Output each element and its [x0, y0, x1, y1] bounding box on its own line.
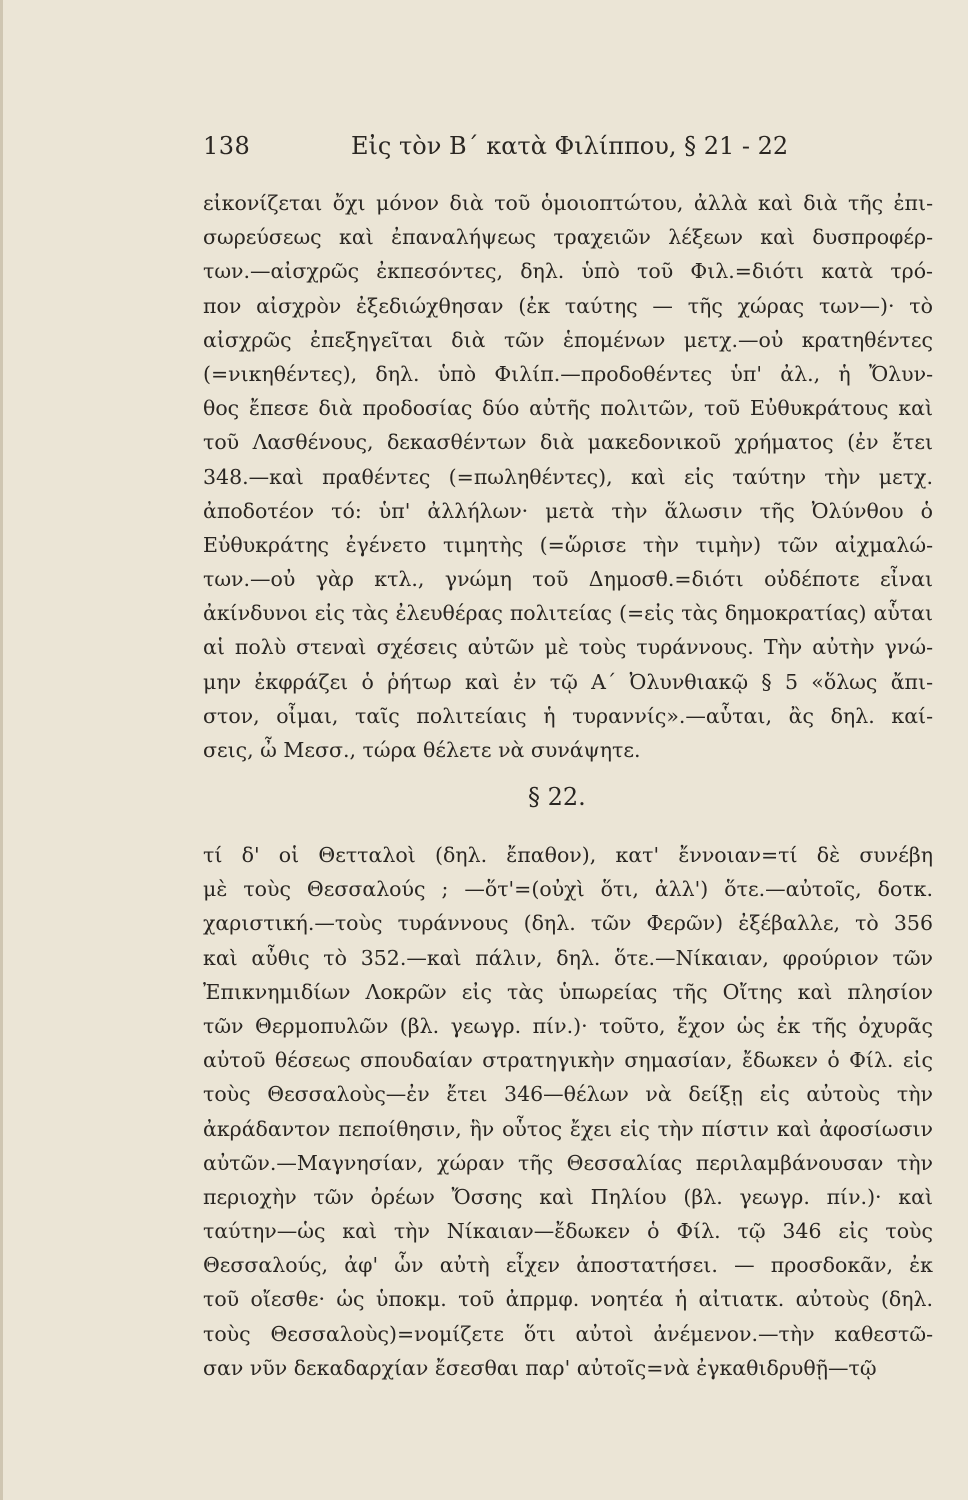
text-line: χαριστική.—τοὺς τυράννους (δηλ. τῶν Φερῶν) ἐξέβαλλε, τὸ 356	[203, 911, 933, 936]
text-line: Θεσσαλούς, ἀφ' ὧν αὐτὴ εἶχεν ἀποστατήσει. — προσδοκᾶν, ἐκ	[203, 1253, 933, 1278]
text-line: αὐτῶν.—Μαγνησίαν, χώραν τῆς Θεσσαλίας περιλαμβάνουσαν τὴν	[203, 1150, 933, 1175]
text-line: Ἐπικνημιδίων Λοκρῶν εἰς τὰς ὑπωρείας τῆς Οἴτης καὶ πλησίον	[203, 979, 933, 1004]
text-line: των.—αἰσχρῶς ἐκπεσόντες, δηλ. ὑπὸ τοῦ Φιλ.=διότι κατὰ τρό-	[203, 259, 933, 284]
text-line: (=νικηθέντες), δηλ. ὑπὸ Φιλίπ.—προδοθέντες ὑπ' ἀλ., ἡ Ὄλυν-	[203, 361, 933, 386]
text-line: περιοχὴν τῶν ὀρέων Ὄσσης καὶ Πηλίου (βλ. γεωγρ. πίν.)· καὶ	[203, 1184, 933, 1209]
text-line: τῶν Θερμοπυλῶν (βλ. γεωγρ. πίν.)· τοῦτο, ἔχον ὡς ἐκ τῆς ὀχυρᾶς	[203, 1013, 933, 1038]
text-line: 348.—καὶ πραθέντες (=πωληθέντες), καὶ εἰς ταύτην τὴν μετχ.	[203, 464, 933, 489]
text-line: τοὺς Θεσσαλοὺς)=νομίζετε ὅτι αὐτοὶ ἀνέμενον.—τὴν καθεστῶ-	[203, 1321, 933, 1346]
section-heading: § 22.	[528, 783, 586, 811]
text-line: σωρεύσεως καὶ ἐπαναλήψεως τραχειῶν λέξεων καὶ δυσπροφέρ-	[203, 225, 933, 250]
text-line: αἱ πολὺ στεναὶ σχέσεις αὐτῶν μὲ τοὺς τυράννους. Τὴν αὐτὴν γνώ-	[203, 635, 933, 660]
commentary-paragraph-22	[203, 838, 933, 1385]
text-line: τοὺς Θεσσαλοὺς—ἐν ἔτει 346—θέλων νὰ δείξῃ εἰς αὐτοὺς τὴν	[203, 1082, 933, 1107]
text-line: σεις, ὦ Μεσσ., τώρα θέλετε νὰ συνάψητε.	[203, 738, 641, 762]
page-header	[203, 132, 789, 168]
text-line: ταύτην—ὡς καὶ τὴν Νίκαιαν—ἔδωκεν ὁ Φίλ. τῷ 346 εἰς τοὺς	[203, 1219, 933, 1244]
text-line: τοῦ Λασθένους, δεκασθέντων διὰ μακεδονικοῦ χρήματος (ἐν ἔτει	[203, 430, 933, 455]
text-line: των.—οὐ γὰρ κτλ., γνώμη τοῦ Δημοσθ.=διότι οὐδέποτε εἶναι	[203, 567, 933, 592]
text-line: τί δ' οἱ Θετταλοὶ (δηλ. ἔπαθον), κατ' ἔννοιαν=τί δὲ συνέβη	[203, 843, 933, 867]
text-line: εἰκονίζεται ὄχι μόνον διὰ τοῦ ὁμοιοπτώτου, ἀλλὰ καὶ διὰ τῆς ἐπι-	[203, 191, 933, 215]
text-line: θος ἔπεσε διὰ προδοσίας δύο αὐτῆς πολιτῶν, τοῦ Εὐθυκράτους καὶ	[203, 396, 933, 421]
text-line: Εὐθυκράτης ἐγένετο τιμητὴς (=ὥρισε τὴν τιμὴν) τῶν αἰχμαλώ-	[203, 532, 933, 557]
page-edge	[0, 0, 3, 1500]
text-line: αἰσχρῶς ἐπεξηγεῖται διὰ τῶν ἑπομένων μετχ.—οὐ κρατηθέντες	[203, 327, 933, 352]
text-line: πον αἰσχρὸν ἐξεδιώχθησαν (ἐκ ταύτης — τῆς χώρας των—)· τὸ	[203, 293, 933, 318]
text-line: ἀποδοτέον τό: ὑπ' ἀλλήλων· μετὰ τὴν ἅλωσιν τῆς Ὀλύνθου ὁ	[203, 498, 933, 523]
page-number: 138	[203, 132, 251, 160]
text-line: σαν νῦν δεκαδαρχίαν ἔσεσθαι παρ' αὐτοῖς=νὰ ἐγκαθιδρυθῇ—τῷ	[203, 1355, 877, 1380]
text-line: τοῦ οἴεσθε· ὡς ὑποκμ. τοῦ ἀπρμφ. νοητέα ἡ αἰτιατκ. αὐτοὺς (δηλ.	[203, 1287, 933, 1312]
text-line: ἀκίνδυνοι εἰς τὰς ἐλευθέρας πολιτείας (=εἰς τὰς δημοκρατίας) αὗται	[203, 601, 933, 626]
text-line: ἀκράδαντον πεποίθησιν, ἣν οὗτος ἔχει εἰς τὴν πίστιν καὶ ἀφοσίωσιν	[203, 1116, 933, 1141]
running-head: Εἰς τὸν Β΄ κατὰ Φιλίππου, § 21 - 22	[351, 132, 789, 160]
text-line: μὲ τοὺς Θεσσαλούς ; —ὅτ'=(οὐχὶ ὅτι, ἀλλ') ὅτε.—αὐτοῖς, δοτκ.	[203, 877, 933, 902]
commentary-paragraph-21	[203, 186, 933, 767]
text-line: καὶ αὖθις τὸ 352.—καὶ πάλιν, δηλ. ὅτε.—Νίκαιαν, φρούριον τῶν	[203, 945, 933, 970]
text-line: στον, οἶμαι, ταῖς πολιτείαις ἡ τυραννίς».—αὗται, ἂς δηλ. καί-	[203, 703, 933, 728]
text-line: μην ἐκφράζει ὁ ῥήτωρ καὶ ἐν τῷ Α΄ Ὀλυνθιακῷ § 5 «ὅλως ἄπι-	[203, 669, 933, 694]
text-line: αὐτοῦ θέσεως σπουδαίαν στρατηγικὴν σημασίαν, ἔδωκεν ὁ Φίλ. εἰς	[203, 1048, 933, 1073]
